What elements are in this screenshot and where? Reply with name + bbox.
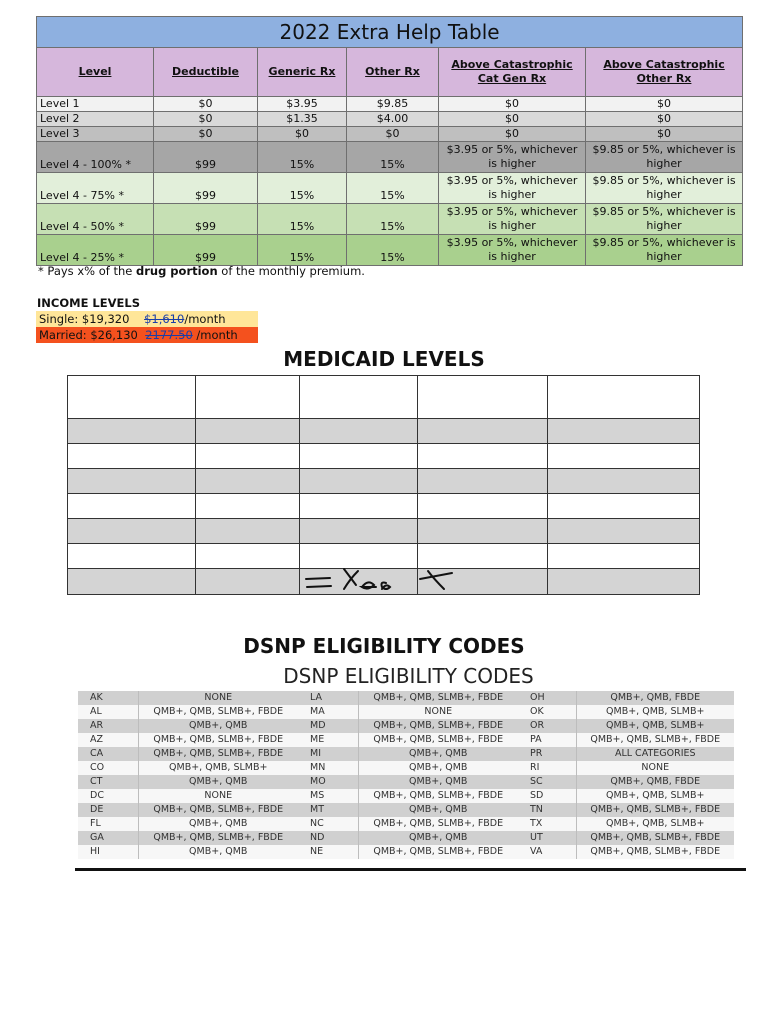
eligibility-codes-cell: QMB+, QMB, FBDE <box>576 691 734 705</box>
deductible-cell: $99 <box>154 235 258 266</box>
other-rx-cell: $0 <box>347 127 439 142</box>
eligibility-codes-cell: QMB+, QMB <box>138 719 298 733</box>
medicaid-cell <box>300 419 418 444</box>
table-row <box>37 97 743 112</box>
table-row <box>78 817 734 831</box>
cat-gen-rx-cell: $0 <box>439 97 586 112</box>
cat-other-rx-cell: $9.85 or 5%, whichever is higher <box>586 173 743 204</box>
state-code-cell: MS <box>298 789 358 803</box>
eligibility-codes-cell: QMB+, QMB <box>358 775 518 789</box>
medicaid-grid <box>67 375 700 595</box>
state-code-cell: DC <box>78 789 138 803</box>
eligibility-codes-cell: QMB+, QMB, SLMB+, FBDE <box>576 845 734 859</box>
state-code-cell: CA <box>78 747 138 761</box>
eligibility-codes-cell: QMB+, QMB, FBDE <box>576 775 734 789</box>
extra-help-title: 2022 Extra Help Table <box>37 17 743 48</box>
medicaid-cell <box>548 419 700 444</box>
cat-gen-rx-cell: $3.95 or 5%, whichever is higher <box>439 173 586 204</box>
header-catastrophic-other-rx: Above Catastrophic Other Rx <box>586 48 743 97</box>
eligibility-codes-cell: QMB+, QMB, SLMB+, FBDE <box>358 845 518 859</box>
eligibility-codes-cell: QMB+, QMB, SLMB+, FBDE <box>358 733 518 747</box>
header-catastrophic-gen-rx: Above Catastrophic Cat Gen Rx <box>439 48 586 97</box>
cat-other-rx-cell: $9.85 or 5%, whichever is higher <box>586 204 743 235</box>
medicaid-cell <box>548 444 700 469</box>
table-row <box>37 127 743 142</box>
medicaid-cell <box>68 376 196 419</box>
medicaid-cell <box>548 376 700 419</box>
eligibility-codes-cell: QMB+, QMB, SLMB+ <box>576 817 734 831</box>
income-single-suffix: /month <box>184 312 226 326</box>
level-cell: Level 1 <box>37 97 154 112</box>
income-single-struck: $1,610 <box>144 312 185 326</box>
cat-gen-rx-cell: $3.95 or 5%, whichever is higher <box>439 235 586 266</box>
cat-gen-rx-cell: $0 <box>439 127 586 142</box>
state-code-cell: MO <box>298 775 358 789</box>
other-rx-cell: 15% <box>347 142 439 173</box>
state-code-cell: AK <box>78 691 138 705</box>
state-code-cell: PR <box>518 747 576 761</box>
table-row <box>78 705 734 719</box>
eligibility-codes-cell: QMB+, QMB, SLMB+, FBDE <box>576 831 734 845</box>
state-code-cell: MT <box>298 803 358 817</box>
state-code-cell: TN <box>518 803 576 817</box>
eligibility-codes-cell: QMB+, QMB <box>138 845 298 859</box>
table-row <box>78 831 734 845</box>
state-code-cell: FL <box>78 817 138 831</box>
state-code-cell: GA <box>78 831 138 845</box>
medicaid-cell <box>300 519 418 544</box>
medicaid-cell <box>196 569 300 595</box>
income-single-row <box>36 311 258 327</box>
state-code-cell: MI <box>298 747 358 761</box>
table-row <box>37 142 743 173</box>
medicaid-cell <box>300 444 418 469</box>
medicaid-row <box>68 419 700 444</box>
medicaid-row <box>68 469 700 494</box>
medicaid-row <box>68 376 700 419</box>
state-code-cell: SC <box>518 775 576 789</box>
state-code-cell: OK <box>518 705 576 719</box>
eligibility-codes-cell: QMB+, QMB, SLMB+ <box>138 761 298 775</box>
medicaid-cell <box>548 519 700 544</box>
eligibility-codes-cell: QMB+, QMB <box>358 803 518 817</box>
eligibility-codes-cell: QMB+, QMB, SLMB+, FBDE <box>358 789 518 803</box>
generic-rx-cell: 15% <box>258 142 347 173</box>
eligibility-codes-cell: QMB+, QMB, SLMB+ <box>576 789 734 803</box>
state-code-cell: NE <box>298 845 358 859</box>
medicaid-cell <box>196 419 300 444</box>
eligibility-codes-cell: NONE <box>358 705 518 719</box>
state-code-cell: OR <box>518 719 576 733</box>
medicaid-cell <box>418 469 548 494</box>
eligibility-codes-cell: NONE <box>576 761 734 775</box>
state-code-cell: LA <box>298 691 358 705</box>
header-other-rx: Other Rx <box>347 48 439 97</box>
eligibility-codes-cell: QMB+, QMB, SLMB+, FBDE <box>358 817 518 831</box>
footnote-post: of the monthly premium. <box>217 264 365 278</box>
header-deductible: Deductible <box>154 48 258 97</box>
medicaid-cell <box>68 494 196 519</box>
medicaid-row <box>68 444 700 469</box>
extra-help-footnote <box>38 264 365 278</box>
eligibility-codes-cell: QMB+, QMB <box>138 817 298 831</box>
state-code-cell: HI <box>78 845 138 859</box>
deductible-cell: $0 <box>154 97 258 112</box>
cat-other-rx-cell: $9.85 or 5%, whichever is higher <box>586 142 743 173</box>
state-code-cell: RI <box>518 761 576 775</box>
eligibility-codes-cell: QMB+, QMB, SLMB+ <box>576 719 734 733</box>
eligibility-codes-cell: QMB+, QMB <box>358 747 518 761</box>
generic-rx-cell: $3.95 <box>258 97 347 112</box>
eligibility-codes-cell: QMB+, QMB, SLMB+, FBDE <box>138 747 298 761</box>
level-cell: Level 4 - 75% * <box>37 173 154 204</box>
eligibility-codes-cell: QMB+, QMB, SLMB+, FBDE <box>138 831 298 845</box>
medicaid-cell <box>548 569 700 595</box>
state-code-cell: MA <box>298 705 358 719</box>
income-married-suffix: /month <box>196 328 238 342</box>
eligibility-codes-cell: QMB+, QMB, SLMB+ <box>576 705 734 719</box>
medicaid-cell <box>548 494 700 519</box>
state-code-cell: TX <box>518 817 576 831</box>
medicaid-cell <box>418 519 548 544</box>
state-code-cell: ND <box>298 831 358 845</box>
state-code-cell: PA <box>518 733 576 747</box>
handwritten-yes-annotation <box>300 565 460 595</box>
cat-other-rx-cell: $9.85 or 5%, whichever is higher <box>586 235 743 266</box>
deductible-cell: $99 <box>154 173 258 204</box>
medicaid-cell <box>418 494 548 519</box>
other-rx-cell: $9.85 <box>347 97 439 112</box>
extra-help-header-row <box>37 48 743 97</box>
medicaid-cell <box>68 519 196 544</box>
level-cell: Level 4 - 100% * <box>37 142 154 173</box>
state-code-cell: AZ <box>78 733 138 747</box>
level-cell: Level 4 - 50% * <box>37 204 154 235</box>
medicaid-row <box>68 519 700 544</box>
table-row <box>78 775 734 789</box>
income-married-struck: 2177.50 <box>145 328 193 342</box>
medicaid-cell <box>68 469 196 494</box>
table-row <box>37 173 743 204</box>
state-code-cell: ME <box>298 733 358 747</box>
income-married-row <box>36 327 258 343</box>
header-generic-rx: Generic Rx <box>258 48 347 97</box>
medicaid-cell <box>418 419 548 444</box>
medicaid-cell <box>196 494 300 519</box>
eligibility-codes-cell: ALL CATEGORIES <box>576 747 734 761</box>
eligibility-codes-cell: QMB+, QMB, SLMB+, FBDE <box>138 803 298 817</box>
cat-gen-rx-cell: $3.95 or 5%, whichever is higher <box>439 142 586 173</box>
medicaid-cell <box>196 519 300 544</box>
dsnp-image-title: DSNP ELIGIBILITY CODES <box>283 664 534 688</box>
eligibility-codes-cell: QMB+, QMB <box>358 831 518 845</box>
other-rx-cell: 15% <box>347 204 439 235</box>
dsnp-table-body <box>78 691 734 859</box>
table-row <box>78 719 734 733</box>
dsnp-codes-image <box>74 664 743 872</box>
eligibility-codes-cell: QMB+, QMB, SLMB+, FBDE <box>358 719 518 733</box>
dsnp-section-title: DSNP ELIGIBILITY CODES <box>243 634 525 658</box>
medicaid-cell <box>68 544 196 569</box>
deductible-cell: $99 <box>154 204 258 235</box>
medicaid-levels-title: MEDICAID LEVELS <box>283 347 485 371</box>
medicaid-cell <box>300 494 418 519</box>
generic-rx-cell: 15% <box>258 173 347 204</box>
generic-rx-cell: 15% <box>258 235 347 266</box>
footnote-pre: * Pays x% of the <box>38 264 136 278</box>
cat-gen-rx-cell: $3.95 or 5%, whichever is higher <box>439 204 586 235</box>
state-code-cell: AL <box>78 705 138 719</box>
footnote-bold: drug portion <box>135 264 218 278</box>
header-level: Level <box>37 48 154 97</box>
state-code-cell: SD <box>518 789 576 803</box>
eligibility-codes-cell: QMB+, QMB, SLMB+, FBDE <box>138 733 298 747</box>
eligibility-codes-cell: NONE <box>138 789 298 803</box>
medicaid-cell <box>196 469 300 494</box>
generic-rx-cell: $1.35 <box>258 112 347 127</box>
state-code-cell: DE <box>78 803 138 817</box>
table-row <box>78 733 734 747</box>
table-row <box>78 789 734 803</box>
eligibility-codes-cell: QMB+, QMB <box>358 761 518 775</box>
generic-rx-cell: $0 <box>258 127 347 142</box>
medicaid-cell <box>196 376 300 419</box>
table-row <box>78 747 734 761</box>
income-levels-heading: INCOME LEVELS <box>37 296 140 310</box>
other-rx-cell: 15% <box>347 173 439 204</box>
state-code-cell: UT <box>518 831 576 845</box>
medicaid-cell <box>68 419 196 444</box>
state-code-cell: OH <box>518 691 576 705</box>
level-cell: Level 4 - 25% * <box>37 235 154 266</box>
deductible-cell: $99 <box>154 142 258 173</box>
deductible-cell: $0 <box>154 127 258 142</box>
medicaid-cell <box>548 544 700 569</box>
medicaid-cell <box>68 569 196 595</box>
table-row <box>78 845 734 859</box>
level-cell: Level 2 <box>37 112 154 127</box>
state-code-cell: CT <box>78 775 138 789</box>
medicaid-cell <box>196 544 300 569</box>
state-code-cell: CO <box>78 761 138 775</box>
medicaid-cell <box>300 469 418 494</box>
medicaid-cell <box>418 444 548 469</box>
table-row <box>78 691 734 705</box>
state-code-cell: MD <box>298 719 358 733</box>
cat-gen-rx-cell: $0 <box>439 112 586 127</box>
medicaid-cell <box>196 444 300 469</box>
dsnp-codes-table <box>78 691 734 859</box>
income-single-label: Single: $19,320 <box>39 312 130 326</box>
income-married-label: Married: $26,130 <box>39 328 138 342</box>
eligibility-codes-cell: NONE <box>138 691 298 705</box>
table-row <box>37 235 743 266</box>
eligibility-codes-cell: QMB+, QMB, SLMB+, FBDE <box>358 691 518 705</box>
level-cell: Level 3 <box>37 127 154 142</box>
deductible-cell: $0 <box>154 112 258 127</box>
eligibility-codes-cell: QMB+, QMB, SLMB+, FBDE <box>138 705 298 719</box>
state-code-cell: AR <box>78 719 138 733</box>
table-row <box>37 112 743 127</box>
state-code-cell: NC <box>298 817 358 831</box>
cat-other-rx-cell: $0 <box>586 127 743 142</box>
dsnp-bottom-rule <box>75 868 746 871</box>
medicaid-row <box>68 494 700 519</box>
eligibility-codes-cell: QMB+, QMB, SLMB+, FBDE <box>576 803 734 817</box>
other-rx-cell: 15% <box>347 235 439 266</box>
generic-rx-cell: 15% <box>258 204 347 235</box>
state-code-cell: VA <box>518 845 576 859</box>
eligibility-codes-cell: QMB+, QMB, SLMB+, FBDE <box>576 733 734 747</box>
medicaid-cell <box>300 376 418 419</box>
cat-other-rx-cell: $0 <box>586 112 743 127</box>
table-row <box>78 761 734 775</box>
medicaid-cell <box>418 376 548 419</box>
medicaid-cell <box>548 469 700 494</box>
medicaid-cell <box>68 444 196 469</box>
extra-help-table <box>36 16 742 266</box>
other-rx-cell: $4.00 <box>347 112 439 127</box>
cat-other-rx-cell: $0 <box>586 97 743 112</box>
state-code-cell: MN <box>298 761 358 775</box>
eligibility-codes-cell: QMB+, QMB <box>138 775 298 789</box>
table-row <box>37 204 743 235</box>
table-row <box>78 803 734 817</box>
